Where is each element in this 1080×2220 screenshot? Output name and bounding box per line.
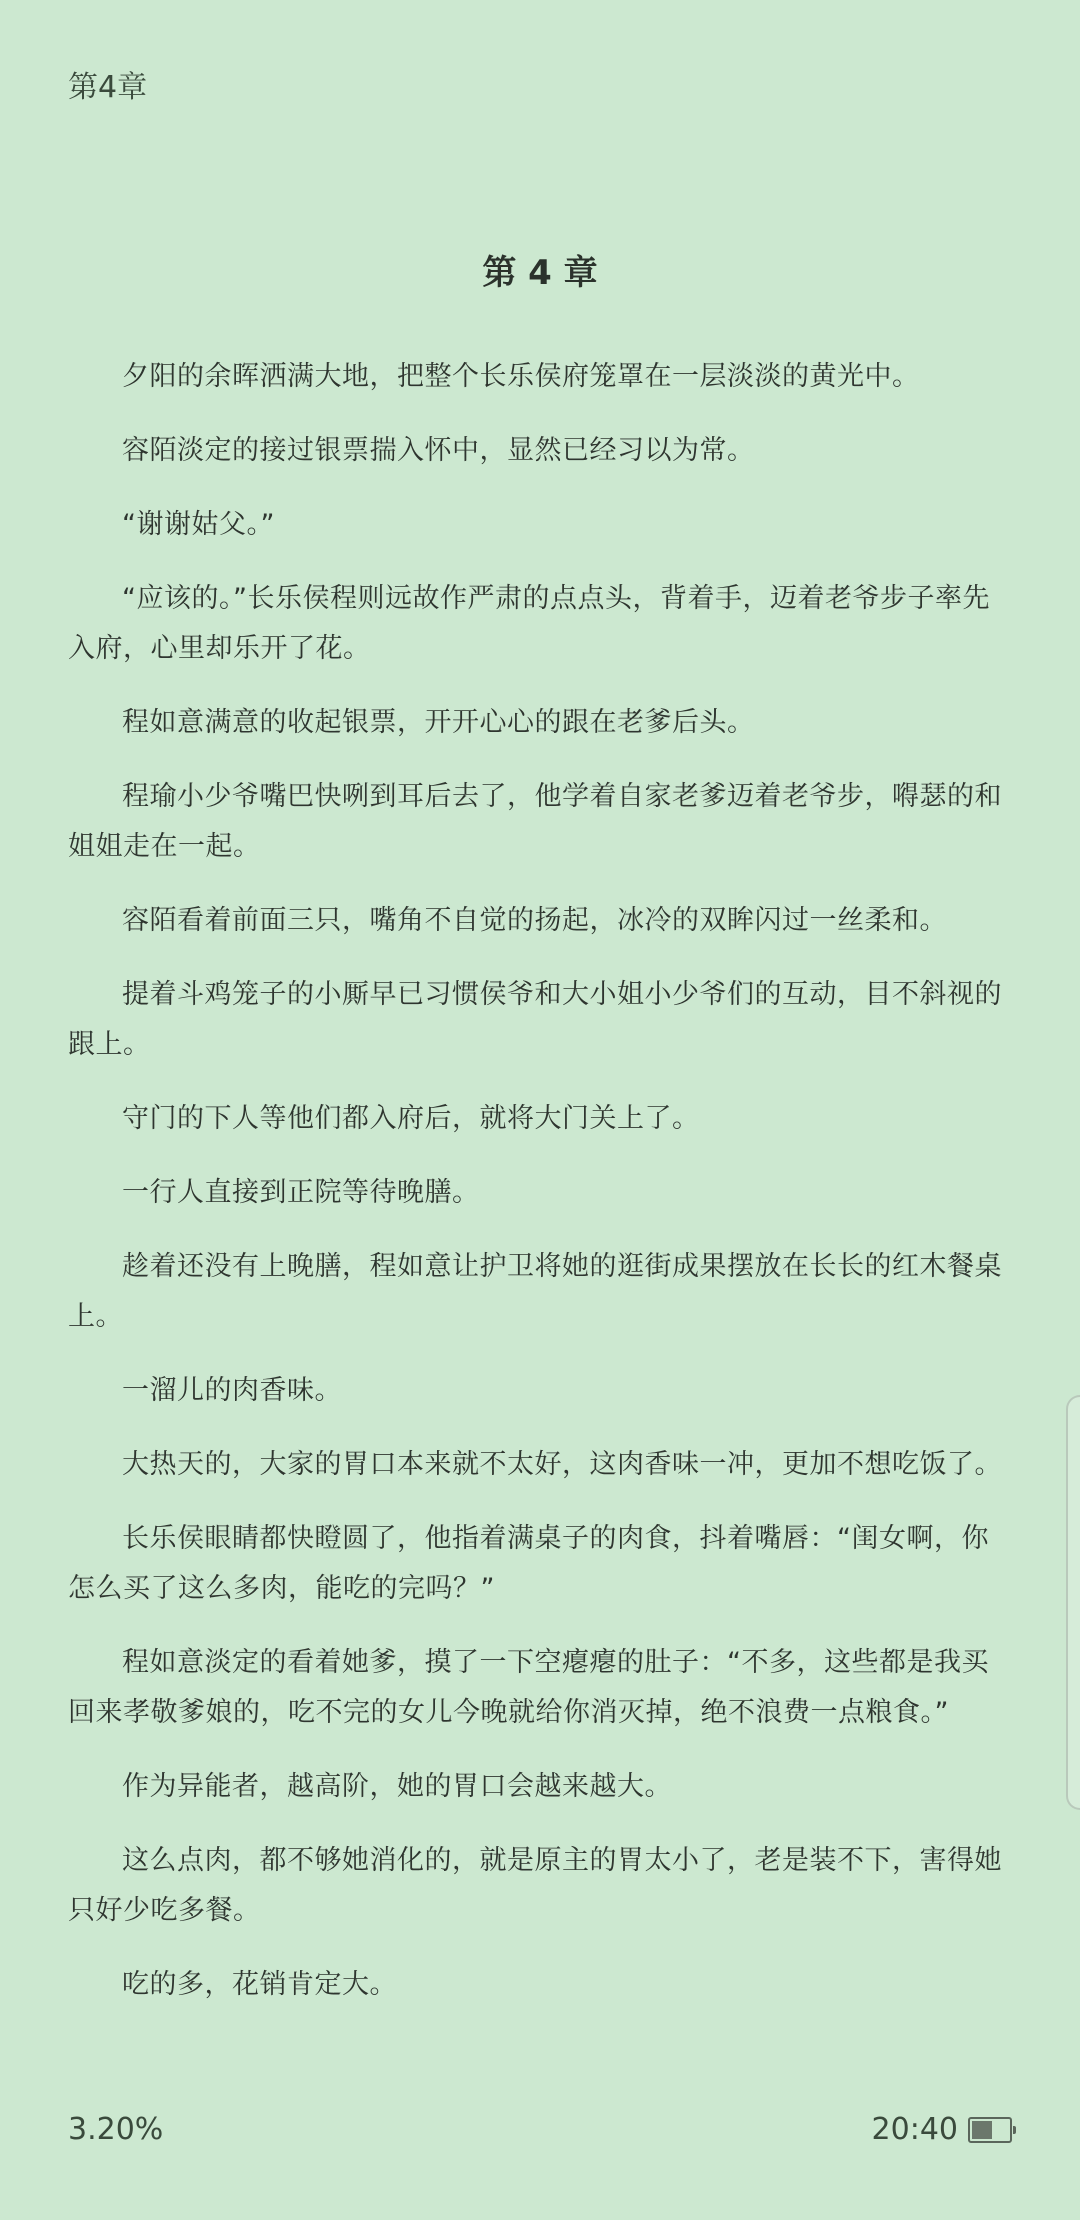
paragraph: 容陌淡定的接过银票揣入怀中，显然已经习以为常。 [122,435,755,466]
header-chapter-label: 第4章 [68,70,148,105]
paragraph: 大热天的，大家的胃口本来就不太好，这肉香味一冲，更加不想吃饭了。 [122,1449,1002,1480]
paragraph: “谢谢姑父。” [122,509,275,540]
paragraph: 这么点肉，都不够她消化的，就是原主的胃太小了，老是装不下，害得她只好少吃多餐。 [68,1845,1002,1926]
battery-icon [968,2117,1012,2143]
paragraph-list [68,352,1012,2010]
clock-time: 20:40 [871,2112,958,2147]
paragraph: 容陌看着前面三只，嘴角不自觉的扬起，冰冷的双眸闪过一丝柔和。 [122,905,947,936]
paragraph: 夕阳的余晖洒满大地，把整个长乐侯府笼罩在一层淡淡的黄光中。 [122,361,920,392]
paragraph: 作为异能者，越高阶，她的胃口会越来越大。 [122,1771,672,1802]
paragraph: 提着斗鸡笼子的小厮早已习惯侯爷和大小姐小少爷们的互动，目不斜视的跟上。 [68,979,1002,1060]
battery-level-fill [972,2121,992,2139]
status-indicators [872,2112,1012,2147]
paragraph: 一行人直接到正院等待晚膳。 [122,1177,480,1208]
paragraph: 守门的下人等他们都入府后，就将大门关上了。 [122,1103,700,1134]
paragraph: 一溜儿的肉香味。 [122,1375,342,1406]
reading-progress: 3.20% [68,2112,164,2147]
paragraph: 程如意满意的收起银票，开开心心的跟在老爹后头。 [122,707,755,738]
reader-footer [68,2112,1012,2158]
paragraph: 长乐侯眼睛都快瞪圆了，他指着满桌子的肉食，抖着嘴唇：“闺女啊，你怎么买了这么多肉，能吃的完吗？” [68,1523,989,1604]
edge-panel-handle[interactable] [1066,1395,1080,1810]
paragraph: 程瑜小少爷嘴巴快咧到耳后去了，他学着自家老爹迈着老爷步，嘚瑟的和姐姐走在一起。 [68,781,1002,862]
paragraph: 程如意淡定的看着她爹，摸了一下空瘪瘪的肚子：“不多，这些都是我买回来孝敬爹娘的，吃不完的女儿今晚就给你消灭掉，绝不浪费一点粮食。” [68,1647,989,1728]
paragraph: 吃的多，花销肯定大。 [122,1969,397,2000]
chapter-content [68,248,1012,2034]
paragraph: 趁着还没有上晚膳，程如意让护卫将她的逛街成果摆放在长长的红木餐桌上。 [68,1251,1002,1332]
paragraph: “应该的。”长乐侯程则远故作严肃的点点头，背着手，迈着老爷步子率先入府，心里却乐开了花。 [68,583,990,664]
chapter-title: 第 4 章 [482,253,598,293]
